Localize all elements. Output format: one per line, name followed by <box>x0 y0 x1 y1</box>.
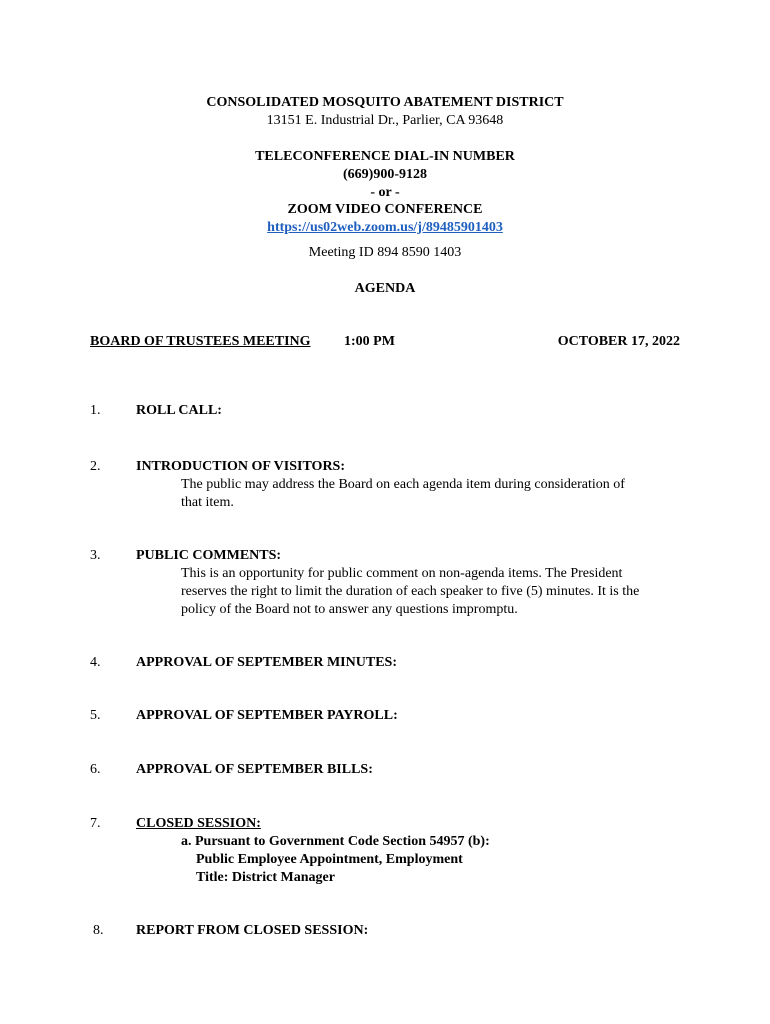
dial-in-label: TELECONFERENCE DIAL-IN NUMBER <box>255 149 515 164</box>
item-title-closed-session: CLOSED SESSION: <box>136 816 261 831</box>
item-title-roll-call: ROLL CALL: <box>136 403 222 418</box>
description-line: This is an opportunity for public comment on non-agenda items. The President <box>181 566 623 581</box>
meeting-id: Meeting ID 894 8590 1403 <box>308 245 462 260</box>
dial-in-phone: (669)900-9128 <box>343 167 427 182</box>
meeting-time: 1:00 PM <box>344 334 395 349</box>
description-line: that item. <box>181 495 234 510</box>
meeting-name: BOARD OF TRUSTEES MEETING <box>90 334 311 349</box>
item-description <box>181 565 691 619</box>
closed-session-subitem: Public Employee Appointment, Employment <box>196 852 463 867</box>
item-title-approval-bills: APPROVAL OF SEPTEMBER BILLS: <box>136 762 373 777</box>
item-title-introduction-of-visitors: INTRODUCTION OF VISITORS: <box>136 459 346 474</box>
item-title-approval-payroll: APPROVAL OF SEPTEMBER PAYROLL: <box>136 708 398 723</box>
org-name: CONSOLIDATED MOSQUITO ABATEMENT DISTRICT <box>206 95 564 110</box>
agenda-title: AGENDA <box>354 281 416 296</box>
description-line: The public may address the Board on each agenda item during consideration of <box>181 477 625 492</box>
item-number: 5. <box>90 708 101 723</box>
item-title-report-closed-session: REPORT FROM CLOSED SESSION: <box>136 923 369 938</box>
zoom-link[interactable]: https://us02web.zoom.us/j/89485901403 <box>267 220 503 235</box>
item-number: 1. <box>90 403 101 418</box>
meeting-date: OCTOBER 17, 2022 <box>557 334 680 349</box>
item-number: 4. <box>90 655 101 670</box>
item-number: 7. <box>90 816 101 831</box>
closed-session-subitem: Title: District Manager <box>196 870 335 885</box>
item-title-public-comments: PUBLIC COMMENTS: <box>136 548 282 563</box>
item-description <box>181 476 691 512</box>
item-number: 3. <box>90 548 101 563</box>
description-line: policy of the Board not to answer any questions impromptu. <box>181 602 518 617</box>
item-number: 6. <box>90 762 101 777</box>
closed-session-subitem: a. Pursuant to Government Code Section 54957 (b): <box>181 834 490 849</box>
zoom-link-wrap <box>0 219 770 237</box>
or-separator: - or - <box>370 185 400 200</box>
zoom-label: ZOOM VIDEO CONFERENCE <box>287 202 483 217</box>
item-number: 8. <box>93 923 104 938</box>
item-number: 2. <box>90 459 101 474</box>
org-address: 13151 E. Industrial Dr., Parlier, CA 93648 <box>266 113 504 128</box>
item-title-approval-minutes: APPROVAL OF SEPTEMBER MINUTES: <box>136 655 397 670</box>
description-line: reserves the right to limit the duration of each speaker to five (5) minutes. It is the <box>181 584 640 599</box>
